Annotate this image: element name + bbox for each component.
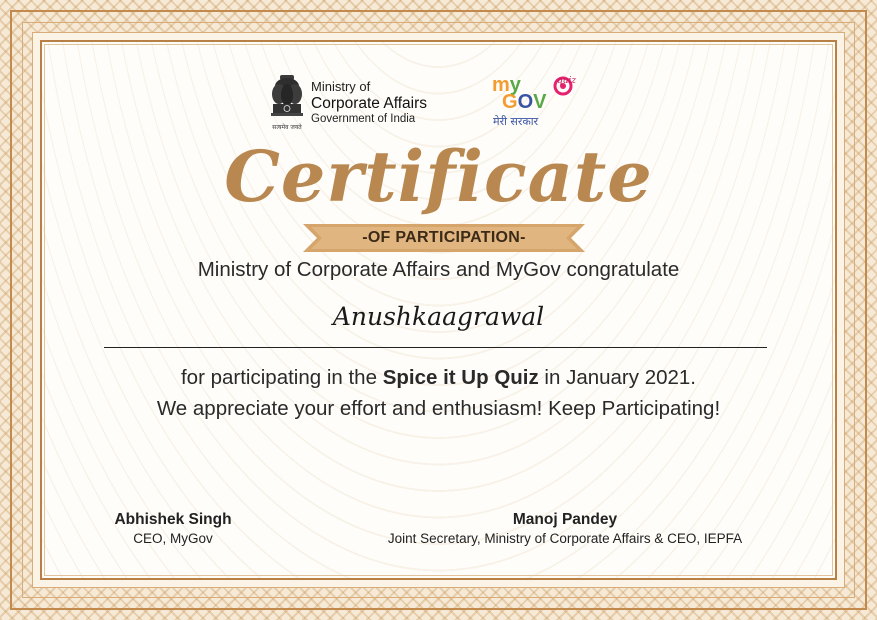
ministry-line1: Ministry of	[311, 79, 371, 94]
signatory-left	[88, 511, 258, 546]
participation-suffix: in January 2021.	[538, 366, 697, 389]
ministry-line2: Corporate Affairs	[311, 94, 428, 112]
signatory-name: Manoj Pandey	[512, 511, 618, 528]
mygov-hindi-text: मेरी सरकार	[493, 115, 539, 128]
mygov-quiz-logo	[490, 74, 600, 134]
recipient-name: Anushkaagrawal	[332, 302, 545, 331]
quiz-name: Spice it Up Quiz	[382, 366, 539, 389]
mygov-my-text: my	[492, 74, 521, 96]
participation-prefix: for participating in the	[180, 366, 383, 389]
mygov-quiz-text: quiz	[557, 76, 577, 86]
mygov-gov-text: GOV	[502, 91, 547, 113]
signatory-title: CEO, MyGov	[133, 531, 213, 546]
participation-line	[0, 366, 877, 390]
name-underline	[104, 347, 767, 348]
appreciation-line: We appreciate your effort and enthusiasm! Keep Participating!	[156, 397, 721, 420]
signatory-right	[340, 511, 790, 546]
state-emblem-icon	[268, 72, 306, 136]
emblem-motto: सत्यमेव जयते	[272, 124, 302, 131]
signatory-name: Abhishek Singh	[114, 511, 232, 528]
certificate-subtitle: -OF PARTICIPATION-	[362, 229, 526, 246]
signatory-title: Joint Secretary, Ministry of Corporate Affairs & CEO, IEPFA	[387, 531, 743, 546]
certificate-title: Certificate	[224, 135, 653, 218]
ministry-logo-text	[311, 80, 427, 126]
ministry-line3: Government of India	[311, 112, 416, 125]
congratulation-line: Ministry of Corporate Affairs and MyGov congratulate	[197, 258, 680, 281]
